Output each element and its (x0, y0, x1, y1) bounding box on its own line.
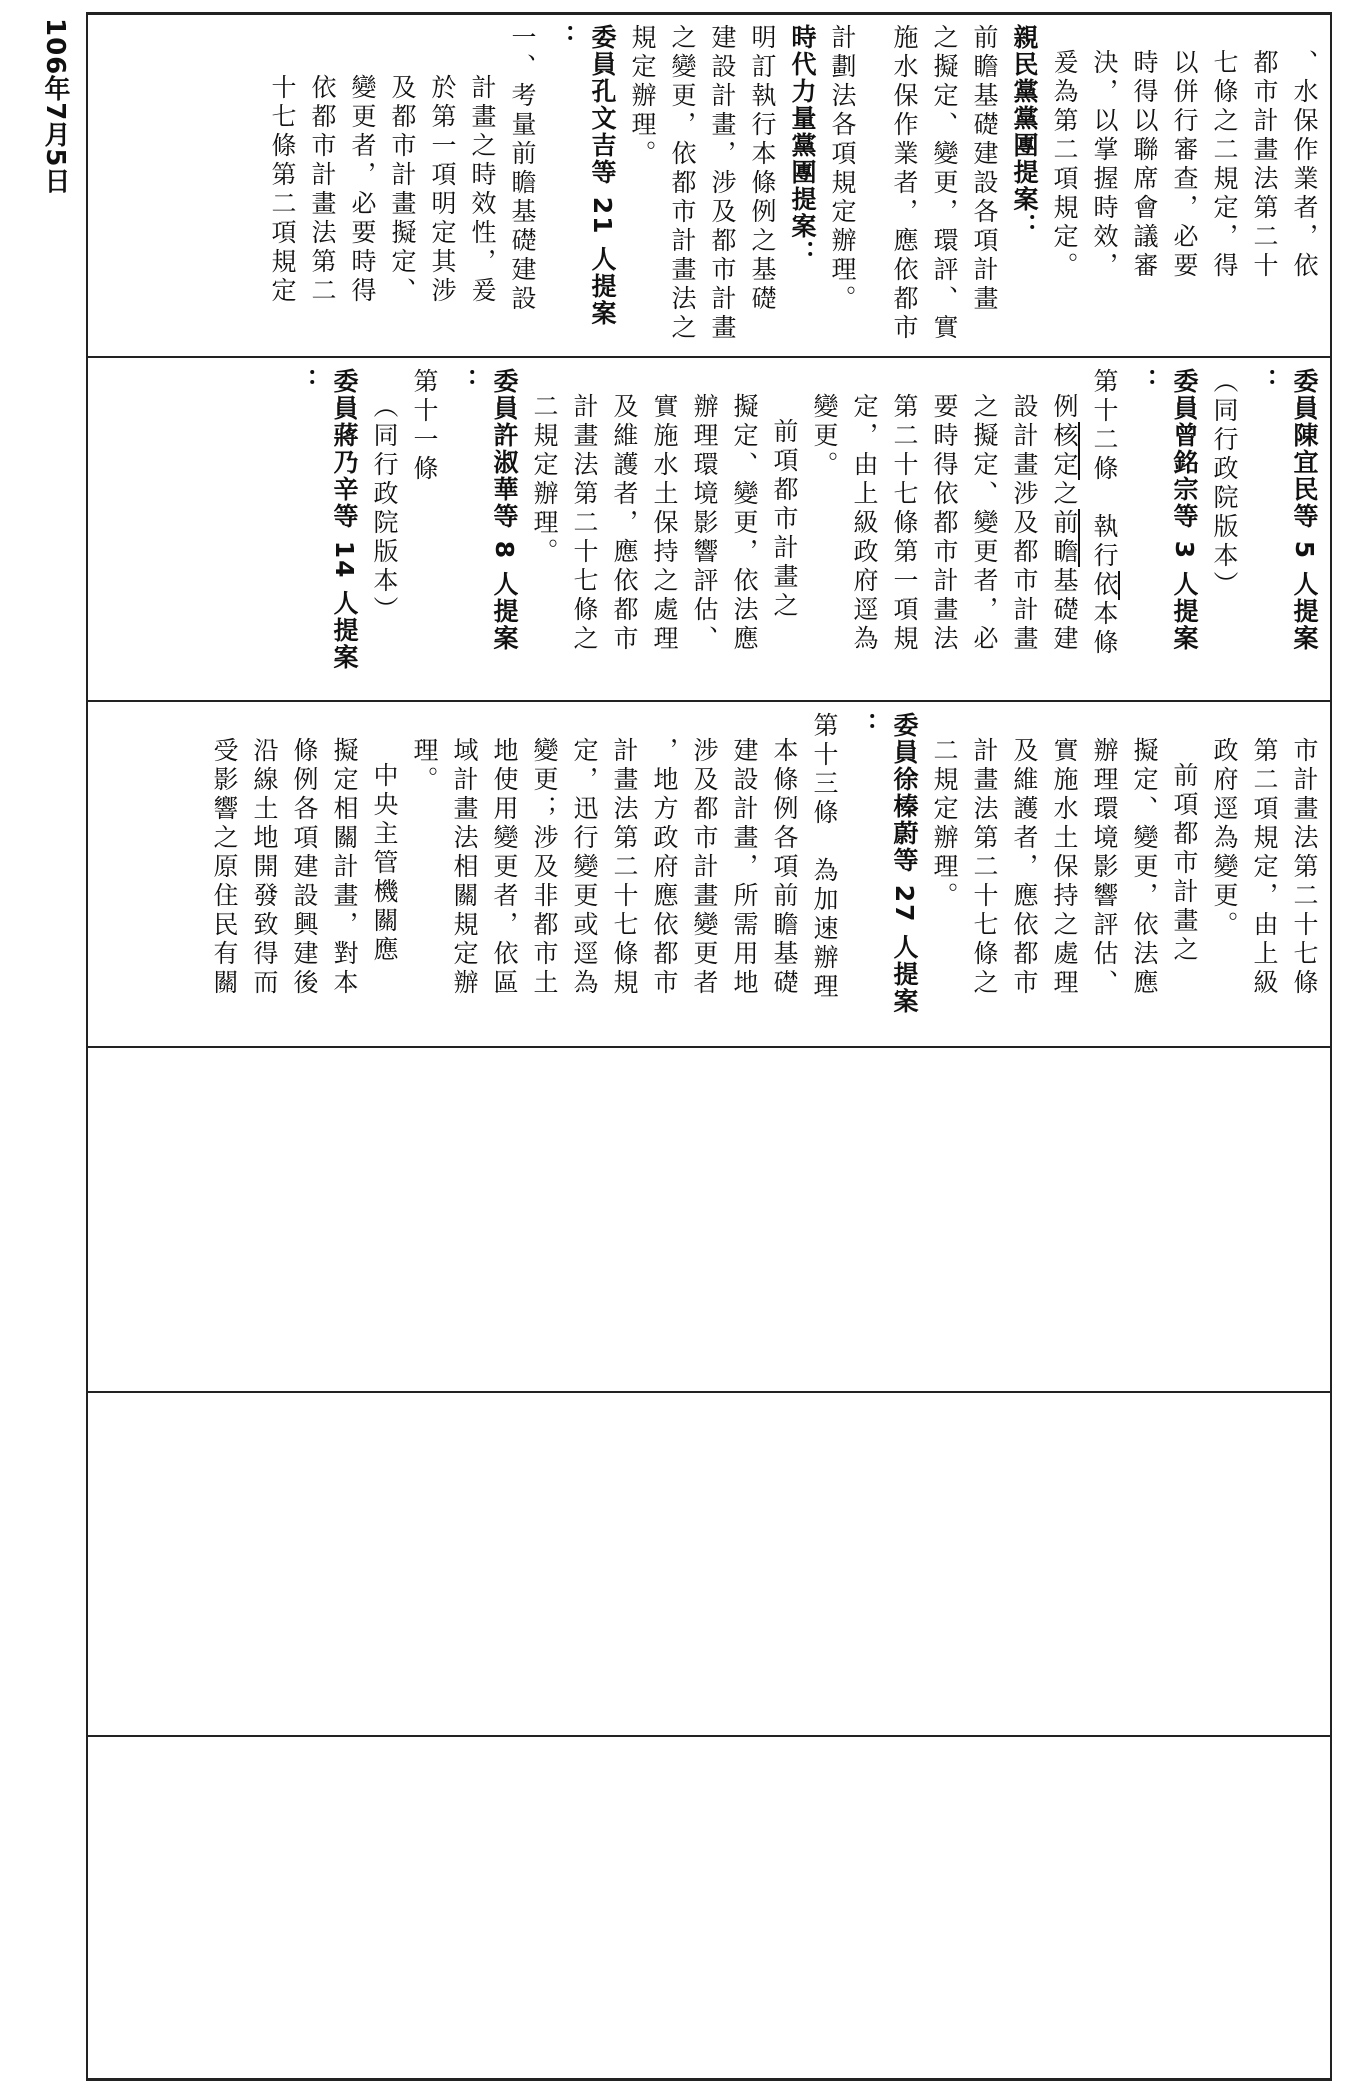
tseng-proposal-colon: ： (1130, 368, 1159, 395)
row1-cell-explanation-cont (96, 24, 862, 350)
text-line: 明訂執行本條例之基礎 (748, 24, 777, 314)
empty-row (96, 1056, 1324, 1386)
text-line: 例核定之前瞻基礎建 (1050, 393, 1079, 654)
pfp-caucus-heading: 親民黨黨團提案： (1010, 24, 1039, 240)
article-12-label: 第十二條 (1090, 368, 1119, 484)
text-line: 二規定辦理。 (930, 737, 959, 911)
text-line: 設計畫涉及都市計畫 (1010, 393, 1039, 654)
text-line: 決，以掌握時效， (1090, 49, 1119, 281)
row-divider (86, 356, 1332, 358)
text-line: 涉及都市計畫變更者 (690, 737, 719, 998)
text-line: 變更；涉及非都市土 (530, 737, 559, 998)
text-line: 七條之二規定，得 (1210, 49, 1239, 281)
article-13-line: 第十三條 為加速辦理 (810, 712, 839, 1002)
text-line: 實施水土保持之處理 (650, 393, 679, 654)
text-line: 以併行審查，必要 (1170, 49, 1199, 281)
text-line: 一、考量前瞻基礎建設 (508, 24, 537, 314)
text-line: 實施水土保持之處理 (1050, 737, 1079, 998)
text-line: 受影響之原住民有關 (210, 737, 239, 998)
text-line: 及維護者，應依都市 (1010, 737, 1039, 998)
chen-proposal-colon: ： (1250, 368, 1279, 395)
amended-word: 核定 (1050, 422, 1079, 480)
text-line: 本條例各項前瞻基礎 (770, 737, 799, 998)
text-line: 於第一項明定其涉 (428, 74, 457, 306)
text-line: 政府逕為變更。 (1210, 737, 1239, 940)
row2-cell-proposals (96, 368, 1324, 694)
chiang-proposal-heading: 委員蔣乃辛等 14 人提案 (330, 368, 359, 672)
text-line: 辦理環境影響評估、 (1090, 737, 1119, 998)
same-as-ey-note: （同行政院版本） (1210, 368, 1239, 600)
text-line: 施水保作業者，應依都市 (890, 24, 919, 343)
text-line: 建設計畫，涉及都市計畫 (708, 24, 737, 343)
row-divider (86, 1391, 1332, 1393)
text-line: 計劃法各項規定辦理。 (828, 24, 857, 314)
text-line: 二規定辦理。 (530, 393, 559, 567)
text-line: 爰為第二項規定。 (1050, 49, 1079, 281)
text-line: 第二十七條第一項規 (890, 393, 919, 654)
text-line: 條例各項建設興建後 (290, 737, 319, 998)
text-line: 及都市計畫擬定、 (388, 74, 417, 306)
text-line: 前項都市計畫之 (1170, 762, 1199, 965)
same-as-ey-note: （同行政院版本） (370, 393, 399, 625)
article-12-line: 第十二條 執行依本條 (1090, 368, 1119, 658)
chen-proposal-heading: 委員陳宜民等 5 人提案 (1290, 368, 1319, 652)
empty-row (96, 1400, 1324, 1730)
text-line: 域計畫法相關規定辦 (450, 737, 479, 998)
text-line: 計畫法第二十七條之 (970, 737, 999, 998)
chiang-proposal-colon: ： (290, 368, 319, 395)
text-line: 之擬定、變更，環評、實 (930, 24, 959, 343)
text-line: 依都市計畫法第二 (308, 74, 337, 306)
text-line: 之擬定、變更者，必 (970, 393, 999, 654)
text-line: 變更。 (810, 393, 839, 480)
hsu-sh-proposal-heading: 委員許淑華等 8 人提案 (490, 368, 519, 652)
text-line: 都市計畫法第二十 (1250, 49, 1279, 281)
text-line: 定，迅行變更或逕為 (570, 737, 599, 998)
text-line: 建設計畫，所需用地 (730, 737, 759, 998)
hsu-yk-proposal-colon: ： (850, 712, 879, 739)
table-left-border (86, 12, 88, 2081)
text-line: 、水保作業者，依 (1290, 49, 1319, 281)
empty-row (96, 1745, 1324, 2073)
text-line: 計畫之時效性，爰 (468, 74, 497, 306)
text-line: 時得以聯席會議審 (1130, 49, 1159, 281)
table-top-border (86, 12, 1332, 15)
text-line: 擬定、變更，依法應 (730, 393, 759, 654)
deleted-word: 依 (1090, 571, 1119, 600)
tseng-proposal-heading: 委員曾銘宗等 3 人提案 (1170, 368, 1199, 652)
text-line: 市計畫法第二十七條 (1290, 737, 1319, 998)
text-line: 計畫法第二十七條規 (610, 737, 639, 998)
text-line: 變更者，必要時得 (348, 74, 377, 306)
article-11-label: 第十一條 (410, 368, 439, 484)
row-divider (86, 1046, 1332, 1048)
hsu-sh-proposal-colon: ： (450, 368, 479, 395)
text-line: 沿線土地開發致得而 (250, 737, 279, 998)
kong-proposal-heading: 委員孔文吉等 21 人提案 (588, 24, 617, 328)
kong-proposal-colon: ： (548, 24, 577, 51)
text-line: 計畫法第二十七條之 (570, 393, 599, 654)
row1-cell-explanation (862, 24, 1324, 350)
page-date: 106年7月5日 (40, 18, 70, 195)
hsu-yk-proposal-heading: 委員徐榛蔚等 27 人提案 (890, 712, 919, 1016)
text-line: 理。 (410, 737, 439, 795)
text-line: 辦理環境影響評估、 (690, 393, 719, 654)
text-line: 要時得依都市計畫法 (930, 393, 959, 654)
row-divider (86, 700, 1332, 702)
text-line: 定，由上級政府逕為 (850, 393, 879, 654)
text-line: ，地方政府應依都市 (650, 737, 679, 998)
text-line: 前瞻基礎建設各項計畫 (970, 24, 999, 314)
text-line: 擬定相關計畫，對本 (330, 737, 359, 998)
text-line: 第二項規定，由上級 (1250, 737, 1279, 998)
text-line: 之變更，依都市計畫法之 (668, 24, 697, 343)
table-right-border (1330, 12, 1332, 2081)
text-line: 規定辦理。 (628, 24, 657, 169)
text-line: 及維護者，應依都市 (610, 393, 639, 654)
text-line: 擬定、變更，依法應 (1130, 737, 1159, 998)
text-line: 中央主管機關應 (370, 762, 399, 965)
text-line: 前項都市計畫之 (770, 418, 799, 621)
row-divider (86, 1735, 1332, 1737)
amended-word: 前瞻 (1050, 509, 1079, 567)
text-line: 地使用變更者，依區 (490, 737, 519, 998)
npp-caucus-heading: 時代力量黨團提案： (788, 24, 817, 267)
row3-cell-proposals (96, 712, 1324, 1040)
article-13-label: 第十三條 (810, 712, 839, 828)
text-line: 十七條第二項規定 (268, 74, 297, 306)
